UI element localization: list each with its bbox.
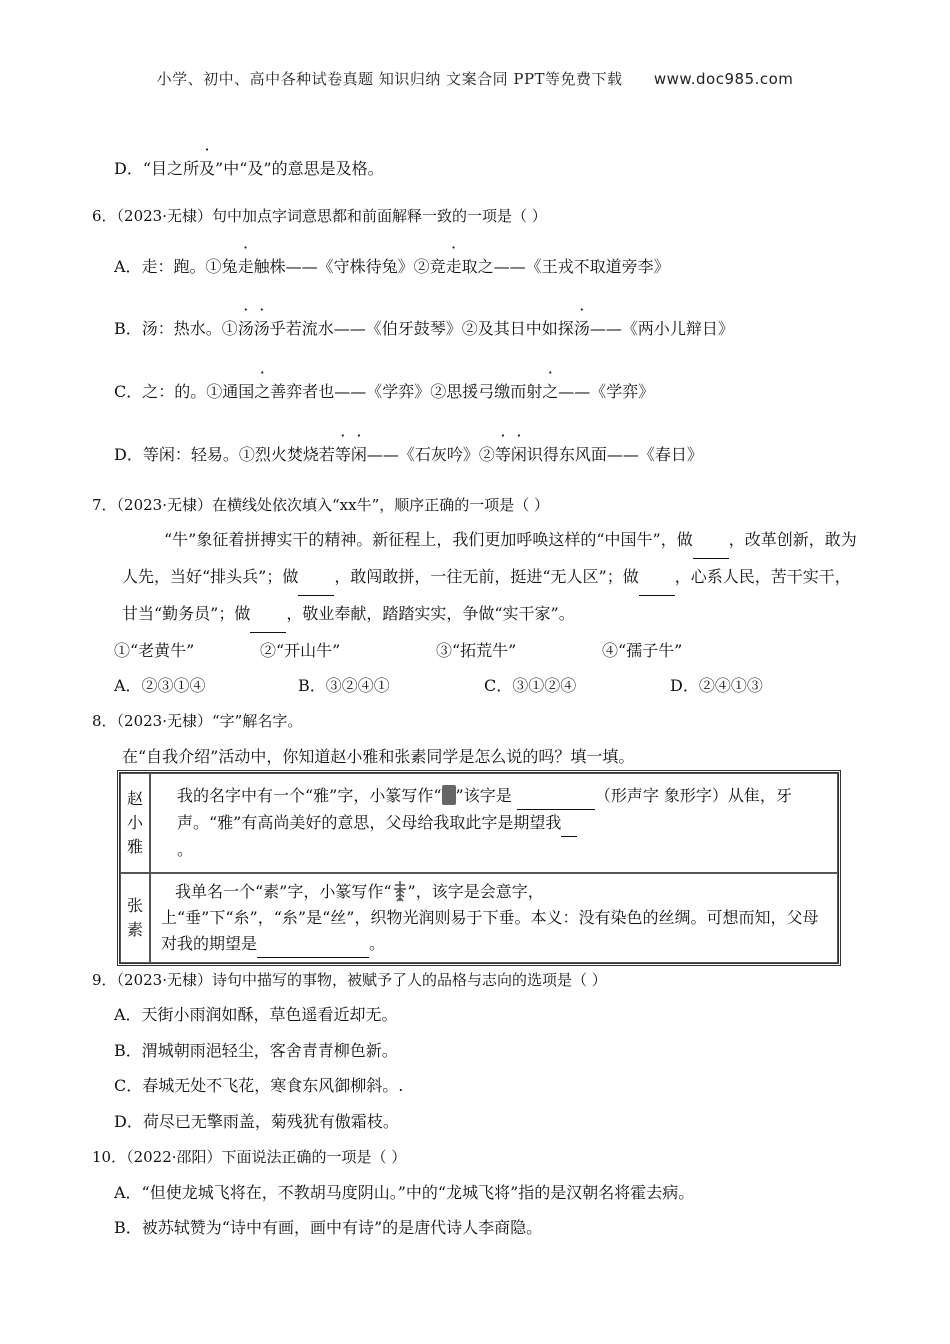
seal-script-su-icon	[392, 880, 408, 902]
dotted-char: 等	[494, 445, 511, 464]
q7-paragraph: “牛”象征着拼搏实干的精神。新征程上，我们更加呼唤这样的“中国牛”，做 ，改革创新，敢为人先，当好“排头兵”；做 ，敢闯敢拼，一往无前，挺进“无人区”；做 ，心系人民，苦干实干，甘当“勤务员”；做 ，敬业奉献，踏踏实实，争做“实干家”。	[122, 522, 862, 633]
q9-option-c: C．春城无处不飞花，寒食东风御柳斜。.	[114, 1076, 404, 1095]
answer-blank[interactable]	[257, 931, 369, 958]
page-header	[0, 68, 950, 89]
q10-option-a: A．“但使龙城飞将在，不教胡马度阴山。”中的“龙城飞将”指的是汉朝名将霍去病。	[114, 1183, 695, 1202]
q10-stem: 10．（2022·邵阳）下面说法正确的一项是（ ）	[92, 1148, 407, 1166]
q6-stem: 6．（2023·无棣）句中加点字词意思都和前面解释一致的一项是（ ）	[92, 207, 547, 225]
q7-items	[114, 640, 682, 662]
q8-intro: 在“自我介绍”活动中，你知道赵小雅和张素同学是怎么说的吗？填一填。	[122, 747, 635, 766]
answer-blank[interactable]	[298, 559, 334, 596]
q7-item: ④“孺子牛”	[602, 641, 683, 660]
name-cell-zhao-xiaoya: 赵 小 雅	[120, 773, 150, 873]
dotted-char: 汤	[237, 319, 254, 338]
q9-option-d: D．荷尽已无擎雨盖，菊残犹有傲霜枝。	[114, 1112, 399, 1131]
dotted-char: 等	[334, 445, 351, 464]
q8-stem: 8．（2023·无棣）“字”解名字。	[92, 712, 303, 730]
q10-option-b: B．被苏轼赞为“诗中有画，画中有诗”的是唐代诗人李商隐。	[114, 1218, 543, 1237]
dotted-char: 走	[237, 257, 254, 276]
q7-item: ③“拓荒牛”	[436, 641, 517, 660]
q6-option-a: A．走：跑。①兔走触株——《守株待兔》②竞走取之——《王戎不取道旁李》	[114, 257, 670, 276]
answer-blank[interactable]	[250, 596, 286, 633]
header-url[interactable]: www.doc985.com	[653, 70, 794, 88]
q7-options	[114, 675, 763, 697]
q9-option-b: B．渭城朝雨浥轻尘，客舍青青柳色新。	[114, 1041, 398, 1060]
name-cell-zhang-su: 张 素	[120, 873, 150, 963]
self-intro-table	[117, 770, 841, 966]
answer-blank[interactable]	[639, 559, 675, 596]
q9-option-a: A．天街小雨润如酥，草色遥看近却无。	[114, 1005, 398, 1024]
q7-option: B．③②④①	[298, 676, 390, 695]
q6-option-b: B．汤：热水。①汤汤乎若流水——《伯牙鼓琴》②及其日中如探汤——《两小儿辩日》	[114, 319, 734, 338]
q7-item: ②“开山牛”	[260, 641, 341, 660]
answer-blank[interactable]	[517, 783, 595, 810]
q7-option: A．②③①④	[114, 676, 206, 695]
q7-stem: 7．（2023·无棣）在横线处依次填入“xx牛”，顺序正确的一项是（ ）	[92, 496, 550, 514]
header-text: 小学、初中、高中各种试卷真题 知识归纳 文案合同 PPT等免费下载	[156, 70, 623, 88]
q7-option: D．②④①③	[670, 676, 763, 695]
q6-option-c: C．之：的。①通国之善弈者也——《学弈》②思援弓缴而射之——《学弈》	[114, 382, 655, 401]
zhang-su-text: 我单名一个“素”字，小篆写作“ ”，该字是会意字， 上“垂”下“糸”，“糸”是“丝”，织物光润则易于下垂。本义：没有染色的丝绸。可想而知，父母对我的期望是 。	[150, 873, 838, 963]
q6-option-d: D．等闲：轻易。①烈火焚烧若等闲——《石灰吟》②等闲识得东风面——《春日》	[114, 445, 703, 464]
zhao-xiaoya-text: 我的名字中有一个“雅”字，小篆写作“ ”该字是 （形声字 象形字）从隹，牙声。“雅”有高尚美好的意思，父母给我取此字是期望我 。	[150, 773, 838, 873]
q9-stem: 9．（2023·无棣）诗句中描写的事物，被赋予了人的品格与志向的选项是（ ）	[92, 971, 607, 989]
dotted-char: 闲	[350, 445, 367, 464]
q5-option-d: D．“目之所及”中“及”的意思是及格。	[114, 159, 384, 178]
dotted-char: 走	[445, 257, 462, 276]
q7-item: ①“老黄牛”	[114, 641, 195, 660]
answer-blank[interactable]	[561, 810, 577, 837]
dotted-char: 及	[199, 159, 216, 178]
seal-script-ya-icon	[442, 785, 456, 805]
dotted-char: 汤	[253, 319, 270, 338]
dotted-char: 闲	[510, 445, 527, 464]
answer-blank[interactable]	[693, 522, 729, 559]
q7-option: C．③①②④	[484, 676, 577, 695]
dotted-char: 汤	[573, 319, 590, 338]
dotted-char: 之	[542, 382, 559, 401]
dotted-char: 之	[254, 382, 271, 401]
